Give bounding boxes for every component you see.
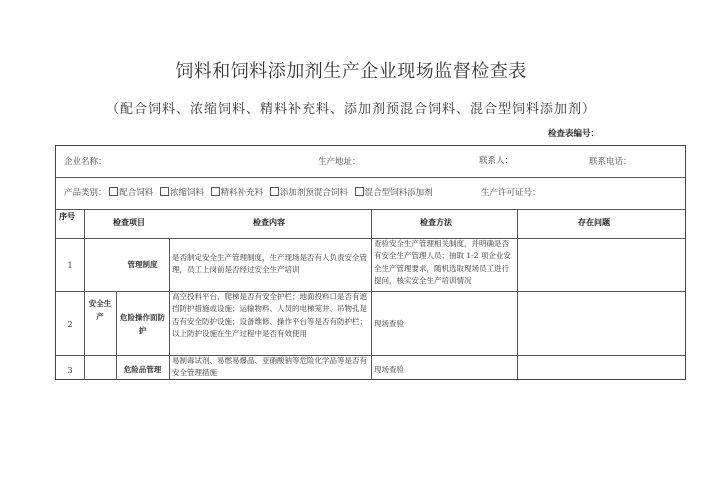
- row-divider: [56, 177, 685, 178]
- address-label: 生产地址：: [318, 157, 361, 167]
- row-item: 管理制度: [127, 260, 158, 269]
- category-label: 安全生产: [88, 299, 112, 321]
- row-number: 2: [67, 320, 73, 329]
- license-number-label: 生产许可证号：: [481, 188, 541, 198]
- row-content: 易制毒试剂、易燃易爆品、亚硝酸钠等危险化学品等是否有安全管理措施: [172, 356, 367, 378]
- row-method: 查验安全生产管理相关制度，并明确是否有安全生产管理人员；抽取 1-2 项企业安全生产管理要求，随机选取现场员工进行提问，核实安全生产培训情况: [374, 239, 511, 285]
- header-method: 检查方法: [420, 218, 452, 227]
- col-divider: [169, 238, 170, 379]
- row-item: 危险操作面防护: [120, 313, 165, 335]
- checkbox[interactable]: [160, 187, 169, 196]
- checkbox[interactable]: [211, 187, 220, 196]
- form-number-label: 检查表编号：: [548, 129, 600, 139]
- option-label: 配合饲料: [119, 188, 154, 198]
- product-category-row: [64, 187, 437, 199]
- header-no: 序号: [59, 212, 75, 221]
- header-item: 检查项目: [113, 218, 145, 227]
- row-method: 现场查验: [374, 365, 404, 374]
- document-subtitle: （配合饲料、浓缩饲料、精料补充料、添加剂预混合饲料、混合型饲料添加剂）: [105, 102, 596, 117]
- row-item: 危险品管理: [123, 365, 162, 374]
- header-issues: 存在问题: [578, 218, 610, 227]
- checkbox[interactable]: [109, 187, 118, 196]
- col-divider: [371, 209, 372, 379]
- company-name-label: 企业名称：: [64, 157, 107, 167]
- row-content: 高空投料平台、爬梯是否有安全护栏；地面投料口是否有遮挡防护措施或设施；运输物料、人员的电梯笼井、吊物孔是否有安全防护设施；设备维修、操作平台等是否有防护栏；以上防护设施在生产过程中是否有效使用: [172, 292, 367, 338]
- document-title: 饲料和饲料添加剂生产企业现场监督检查表: [175, 61, 527, 82]
- option-label: 添加剂预混合饲料: [279, 188, 348, 198]
- header-content: 检查内容: [253, 218, 285, 227]
- checkbox[interactable]: [355, 187, 364, 196]
- col-divider: [517, 209, 518, 379]
- option-label: 浓缩饲料: [169, 188, 204, 198]
- product-category-label: 产品类别：: [64, 188, 107, 198]
- col-divider: [84, 209, 85, 379]
- checkbox[interactable]: [270, 187, 279, 196]
- contact-label: 联系人：: [479, 156, 514, 166]
- option-label: 混合型饲料添加剂: [364, 188, 433, 198]
- phone-label: 联系电话：: [589, 157, 632, 167]
- row-method: 现场查验: [374, 319, 404, 328]
- row-number: 3: [67, 366, 73, 375]
- inspection-table: [55, 145, 686, 380]
- row-number: 1: [67, 261, 73, 270]
- row-content: 是否制定安全生产管理制度，生产现场是否有人负责安全管理，员工上岗前是否经过安全生产培训: [172, 253, 367, 275]
- option-label: 精料补充料: [220, 188, 264, 198]
